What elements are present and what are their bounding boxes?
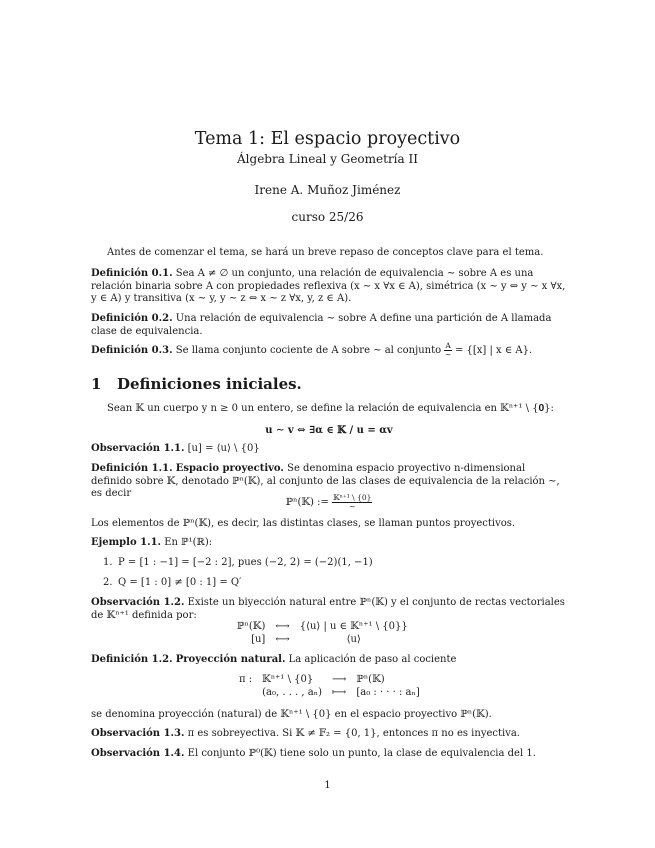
document-title: Tema 1: El espacio proyectivo [194,129,461,149]
section-heading [91,375,302,393]
document-author: Irene A. Muñoz Jiménez [254,183,401,197]
definition-label: Definición 0.3. [91,345,173,356]
observation-label: Observación 1.3. [91,728,185,739]
document-course: curso 25/26 [291,210,364,224]
definition-label: Definición 1.2. [91,654,173,665]
definition-text: Se llama conjunto cociente de A sobre ∼ al conjunto [175,345,442,356]
definition-0-1 [91,268,567,306]
section-intro: Sean 𝕂 un cuerpo y n ≥ 0 un entero, se define la relación de equivalencia en 𝕂ⁿ⁺¹ \ {𝟎}: [107,403,554,414]
definition-text: Sea A ≠ ∅ un conjunto, una relación de equivalencia ∼ sobre A es una relación binaria sobre A con propiedades reflexiva (x ∼ x ∀x ∈ A), simétrica (x ∼ y ⇔ y ∼ x ∀x, y ∈ A) y transitiva (x ∼ y, y ∼ z ⇔ x ∼ z ∀x, y, z ∈ A). [91,268,566,305]
observation-label: Observación 1.1. [91,443,185,454]
observation-1-4 [91,748,567,761]
observation-text: El conjunto ℙ⁰(𝕂) tiene solo un punto, la clase de equivalencia del 1. [187,748,536,759]
definition-text: La aplicación de paso al cociente [288,654,457,665]
projective-space-equation: ℙⁿ(𝕂) := $\frac{\text{𝕂ⁿ⁺¹ \textbackslash{} \{0\}}}{\sim}$ [285,493,372,511]
definition-0-3 [91,342,567,359]
list-item: 1. P = [1 : −1] = [−2 : 2], pues (−2, 2) = (−2)(1, −1) [103,557,373,568]
quotient-fraction: $\frac{A}{\sim}$ [444,341,452,359]
projection-map-table: π : 𝕂ⁿ⁺¹ \ {0} ⟶ ℙⁿ(𝕂) (a₀, . . . , aₙ) ⟼ [a₀ : · · · : aₙ] [239,674,420,698]
section-number: 1 [91,375,102,393]
example-label: Ejemplo 1.1. [91,537,162,548]
observation-text: Existe un biyección natural entre ℙⁿ(𝕂) y el conjunto de rectas vectoriales de 𝕂ⁿ⁺¹ definida por: [91,597,565,621]
observation-text: π es sobreyectiva. Si 𝕂 ≠ 𝔽₂ = {0, 1}, entonces π no es inyectiva. [187,728,520,739]
observation-text: [u] = ⟨u⟩ \ {0} [187,443,260,454]
intro-paragraph: Antes de comenzar el tema, se hará un breve repaso de conceptos clave para el tema. [107,247,544,258]
page-number: 1 [324,780,331,791]
definition-1-2 [91,654,567,667]
section-title: Definiciones iniciales. [117,375,302,393]
definition-text: Una relación de equivalencia ∼ sobre A define una partición de A llamada clase de equivalencia. [91,313,552,337]
example-text: En ℙ¹(ℝ): [164,537,213,548]
definition-text: Se denomina espacio proyectivo n-dimensional definido sobre 𝕂, denotado ℙⁿ(𝕂), al conjunto de las clases de equivalencia de la relación ∼, es decir [91,463,560,500]
bijection-table: ℙⁿ(𝕂) ⟷ {⟨u⟩ | u ∈ 𝕂ⁿ⁺¹ \ {0}} [u] ⟷ ⟨u⟩ [237,621,408,645]
observation-1-1 [91,443,567,456]
definition-text-after: = {[x] | x ∈ A}. [454,345,533,356]
document-subtitle: Álgebra Lineal y Geometría II [237,152,418,166]
observation-1-3 [91,728,567,741]
definition-label: Definición 0.1. [91,268,173,279]
projective-fraction: $\frac{\text{𝕂ⁿ⁺¹ \textbackslash{} \{0\}}}{\sim}$ [333,493,372,511]
definition-name: Espacio proyectivo. [175,463,284,474]
definition-name: Proyección natural. [175,654,286,665]
elements-paragraph: Los elementos de ℙⁿ(𝕂), es decir, las distintas clases, se llaman puntos proyectivos. [91,518,516,529]
projection-after-text: se denomina proyección (natural) de 𝕂ⁿ⁺¹ \ {0} en el espacio proyectivo ℙⁿ(𝕂). [91,709,492,720]
observation-label: Observación 1.2. [91,597,185,608]
observation-1-2 [91,597,567,622]
definition-label: Definición 0.2. [91,313,173,324]
observation-label: Observación 1.4. [91,748,185,759]
definition-0-2 [91,313,567,338]
definition-label: Definición 1.1. [91,463,173,474]
example-1-1 [91,537,567,550]
list-item: 2. Q = [1 : 0] ≠ [0 : 1] = Q′ [103,577,242,588]
equivalence-equation: u ∼ v ⇔ ∃α ∈ 𝕂 / u = αv [265,425,393,436]
